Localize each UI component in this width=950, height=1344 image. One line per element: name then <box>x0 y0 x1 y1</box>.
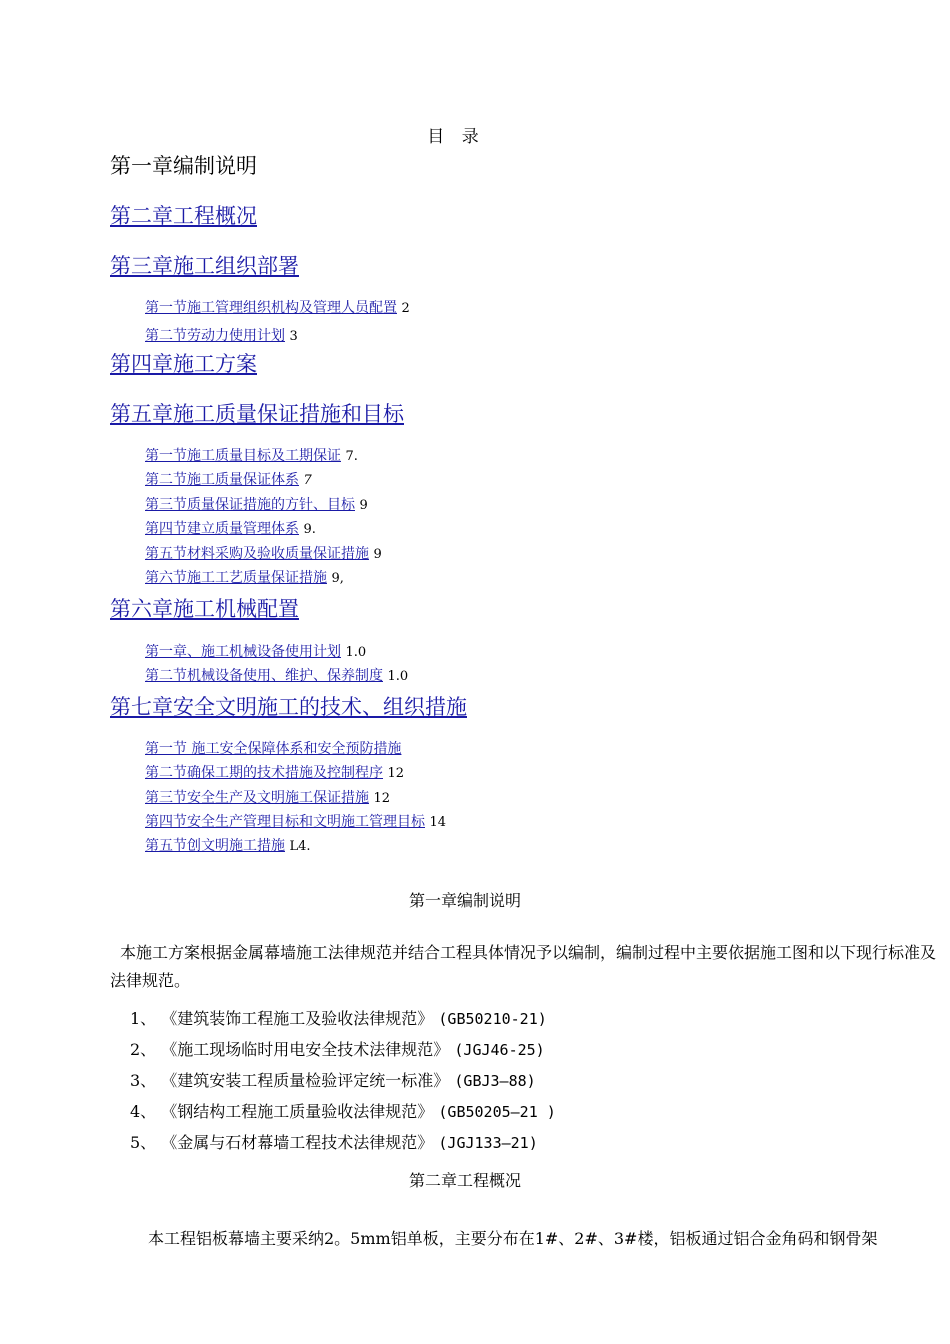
toc-section[interactable] <box>145 445 358 465</box>
reference-item <box>130 1037 545 1060</box>
toc-section[interactable] <box>145 665 408 685</box>
reference-number: 2、 <box>130 1040 157 1059</box>
toc-section-link[interactable]: 第六节施工工艺质量保证措施 <box>145 570 327 586</box>
toc-section-link[interactable]: 第一节施工质量目标及工期保证 <box>145 448 341 464</box>
reference-title: 《金属与石材幕墙工程技术法律规范》 <box>161 1133 434 1152</box>
toc-chapter-3-link[interactable]: 第三章施工组织部署 <box>110 254 299 278</box>
toc-section-page: 2 <box>401 301 410 316</box>
toc-section[interactable] <box>145 567 344 587</box>
toc-section-page: 3 <box>289 329 298 344</box>
reference-number: 3、 <box>130 1071 157 1090</box>
reference-title: 《建筑安装工程质量检验评定统一标准》 <box>161 1071 450 1090</box>
toc-section[interactable] <box>145 762 404 782</box>
reference-code: (JGJ133—21) <box>438 1134 538 1152</box>
toc-section-page: 1.0 <box>345 645 367 660</box>
toc-chapter-7[interactable] <box>110 691 467 721</box>
toc-section[interactable] <box>145 469 312 489</box>
reference-item <box>130 1130 538 1153</box>
toc-chapter-6-link[interactable]: 第六章施工机械配置 <box>110 597 299 621</box>
chapter-1-heading: 第一章编制说明 <box>408 891 521 910</box>
toc-chapter-4-link[interactable]: 第四章施工方案 <box>110 352 257 376</box>
toc-section-link[interactable]: 第五节材料采购及验收质量保证措施 <box>145 546 369 562</box>
toc-section[interactable] <box>145 325 298 345</box>
toc-section-link[interactable]: 第一节 施工安全保障体系和安全预防措施 <box>145 741 402 757</box>
reference-code: (GB50205—21 ) <box>438 1103 556 1121</box>
toc-title: 目 录 <box>427 127 485 147</box>
toc-section-link[interactable]: 第二节确保工期的技术措施及控制程序 <box>145 765 383 781</box>
overview-paragraph: 本工程铝板幕墙主要采纳2。5mm铝单板，主要分布在1#、2#、3#楼，铝板通过铝合金角码和钢骨架 <box>148 1229 878 1248</box>
toc-chapter-2[interactable] <box>110 200 257 230</box>
toc-section[interactable] <box>145 543 382 563</box>
reference-number: 1、 <box>130 1009 157 1028</box>
toc-section-link[interactable]: 第三节安全生产及文明施工保证措施 <box>145 790 369 806</box>
toc-section[interactable] <box>145 297 410 317</box>
toc-section[interactable] <box>145 518 316 538</box>
toc-section-page: 12 <box>373 791 390 806</box>
toc-chapter-2-link[interactable]: 第二章工程概况 <box>110 204 257 228</box>
toc-section-link[interactable]: 第一节施工管理组织机构及管理人员配置 <box>145 300 397 316</box>
toc-section[interactable] <box>145 811 446 831</box>
reference-code: (GB50210-21) <box>438 1010 547 1028</box>
toc-chapter-4[interactable] <box>110 348 257 378</box>
toc-chapter-5-link[interactable]: 第五章施工质量保证措施和目标 <box>110 402 404 426</box>
chapter-2-heading: 第二章工程概况 <box>408 1171 521 1190</box>
toc-chapter-5[interactable] <box>110 398 404 428</box>
toc-section-link[interactable]: 第二节机械设备使用、维护、保养制度 <box>145 668 383 684</box>
toc-section-link[interactable]: 第四节安全生产管理目标和文明施工管理目标 <box>145 814 425 830</box>
toc-section[interactable] <box>145 787 390 807</box>
toc-section-link[interactable]: 第二节施工质量保证体系 <box>145 472 299 488</box>
toc-section[interactable] <box>145 835 311 855</box>
reference-title: 《钢结构工程施工质量验收法律规范》 <box>161 1102 434 1121</box>
toc-section[interactable] <box>145 494 368 514</box>
toc-section-page: 9 <box>359 498 368 513</box>
toc-section-page: 12 <box>387 766 404 781</box>
toc-section-page: 7 <box>303 473 312 488</box>
reference-code: (JGJ46-25) <box>454 1041 545 1059</box>
toc-section[interactable] <box>145 738 401 758</box>
reference-title: 《建筑装饰工程施工及验收法律规范》 <box>161 1009 434 1028</box>
toc-chapter-7-link[interactable]: 第七章安全文明施工的技术、组织措施 <box>110 695 467 719</box>
toc-chapter-1: 第一章编制说明 <box>110 154 257 178</box>
toc-section-link[interactable]: 第二节劳动力使用计划 <box>145 328 285 344</box>
toc-section-link[interactable]: 第五节创文明施工措施 <box>145 838 285 854</box>
toc-chapter-6[interactable] <box>110 593 299 623</box>
toc-section[interactable] <box>145 641 366 661</box>
reference-number: 4、 <box>130 1102 157 1121</box>
reference-item <box>130 1099 556 1122</box>
intro-paragraph: 本施工方案根据金属幕墙施工法律规范并结合工程具体情况予以编制，编制过程中主要依据施工图和以下现行标准及法律规范。 <box>110 943 937 990</box>
toc-section-page: 7. <box>345 449 358 464</box>
toc-chapter-3[interactable] <box>110 250 299 280</box>
reference-item <box>130 1006 547 1029</box>
toc-section-page: 9 <box>373 547 382 562</box>
toc-section-page: 9, <box>331 571 344 586</box>
reference-title: 《施工现场临时用电安全技术法律规范》 <box>161 1040 450 1059</box>
toc-section-page: L4. <box>289 839 311 854</box>
toc-section-page: 9. <box>303 522 316 537</box>
toc-section-link[interactable]: 第四节建立质量管理体系 <box>145 521 299 537</box>
toc-section-page: 14 <box>429 815 446 830</box>
toc-section-link[interactable]: 第三节质量保证措施的方针、目标 <box>145 497 355 513</box>
reference-code: (GBJ3—88) <box>454 1072 536 1090</box>
reference-number: 5、 <box>130 1133 157 1152</box>
toc-section-link[interactable]: 第一章、施工机械设备使用计划 <box>145 644 341 660</box>
toc-section-page: 1.0 <box>387 669 409 684</box>
reference-item <box>130 1068 536 1091</box>
